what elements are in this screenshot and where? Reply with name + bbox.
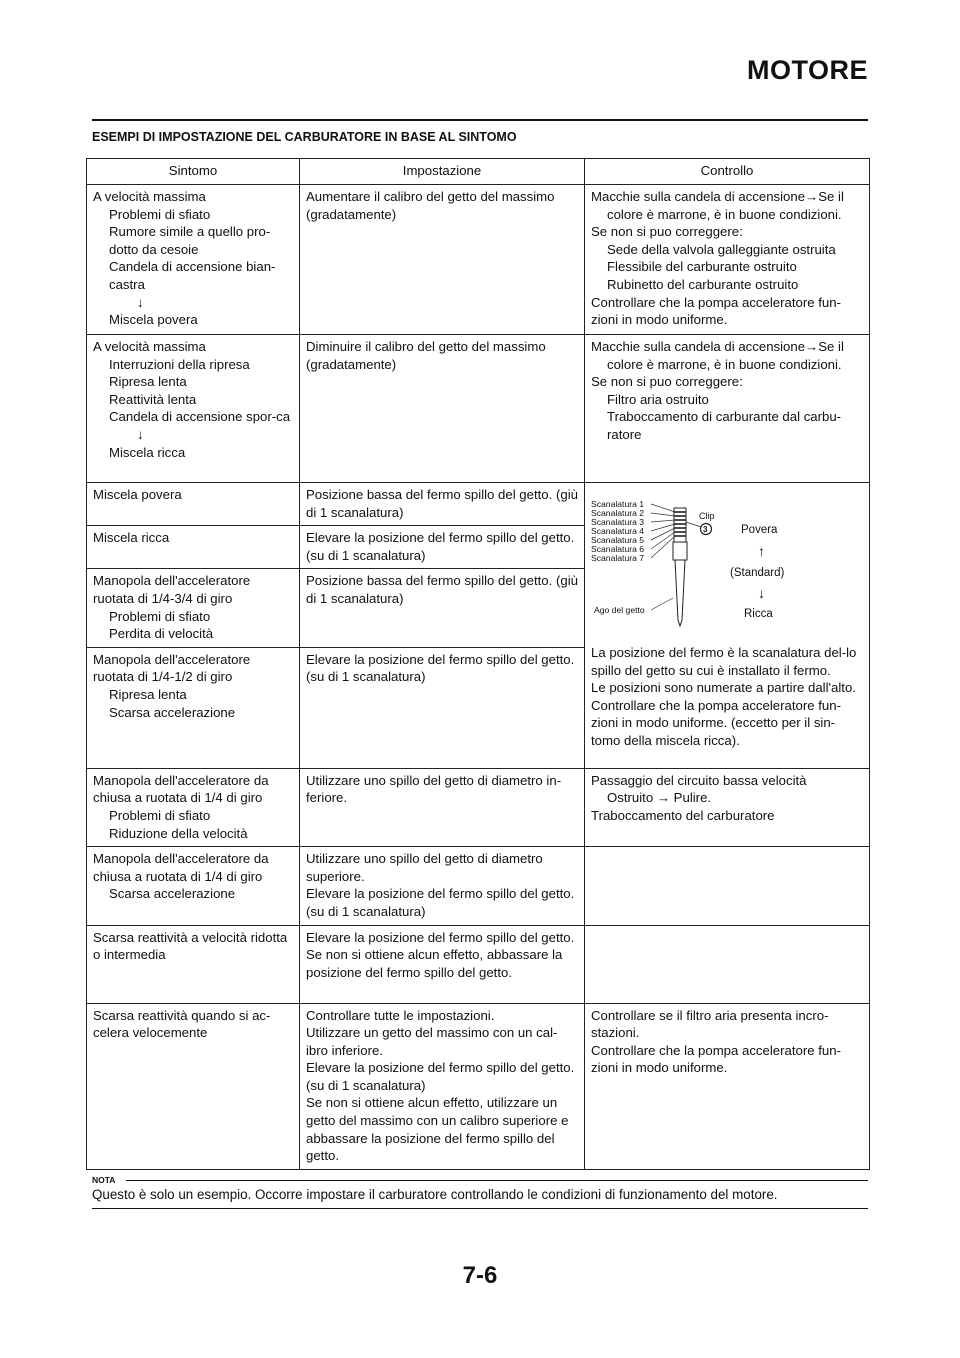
symptom-cell: A velocità massima Interruzioni della ripresa Ripresa lenta Reattività lenta Candela di accensione spor-ca ↓ Miscela ricca — [87, 335, 300, 483]
column-header-impostazione: Impostazione — [300, 159, 585, 185]
arrow-down-icon: ↓ — [758, 585, 765, 601]
note-text: Questo è solo un esempio. Occorre impostare il carburatore controllando le condizioni di funzionamento del motore. — [92, 1187, 778, 1202]
setting-cell: Diminuire il calibro del getto del massimo (gradatamente) — [300, 335, 585, 483]
table-header-row — [87, 159, 870, 185]
setting-cell: Elevare la posizione del fermo spillo del getto. (su di 1 scanalatura) — [300, 526, 585, 569]
symptom-cell: Manopola dell'acceleratore da chiusa a ruotata di 1/4 di giro Problemi di sfiato Riduzione della velocità — [87, 768, 300, 846]
groove-label: Scanalatura 2 — [591, 508, 645, 518]
needle-position-text: Controllare che la pompa acceleratore fun-zioni in modo uniforme. (eccetto per il sin-tomo della miscela ricca). — [591, 697, 841, 748]
arrow-down-icon: ↓ — [137, 426, 144, 442]
note-bottom-rule — [92, 1208, 868, 1209]
check-cell: Macchie sulla candela di accensione→Se il colore è marrone, è in buone condizioni. Se non si puo correggere: Filtro aria ostruito Traboccamento di carburante dal carbu-ratore — [585, 335, 870, 483]
page-number: 7-6 — [462, 1262, 498, 1289]
needle-position-text: Le posizioni sono numerate a partire dall'alto. — [591, 680, 856, 696]
table-row — [87, 483, 870, 526]
groove-label: Scanalatura 4 — [591, 526, 645, 536]
groove-label: Scanalatura 3 — [591, 517, 645, 527]
groove-label: Scanalatura 6 — [591, 544, 645, 554]
setting-cell: Posizione bassa del fermo spillo del getto. (giù di 1 scanalatura) — [300, 483, 585, 526]
symptom-cell: Manopola dell'acceleratore ruotata di 1/4-1/2 di giro Ripresa lenta Scarsa accelerazione — [87, 647, 300, 768]
note-label: NOTA — [92, 1175, 116, 1185]
table-row — [87, 185, 870, 335]
standard-label: (Standard) — [730, 567, 785, 579]
needle-label: Ago del getto — [594, 605, 645, 615]
symptom-cell: Scarsa reattività quando si ac-celera velocemente — [87, 1003, 300, 1169]
section-title: ESEMPI DI IMPOSTAZIONE DEL CARBURATORE IN BASE AL SINTOMO — [92, 130, 517, 144]
clip-label: Clip — [699, 511, 715, 521]
arrow-down-icon: ↓ — [137, 294, 144, 310]
setting-cell: Posizione bassa del fermo spillo del getto. (giù di 1 scanalatura) — [300, 569, 585, 647]
setting-cell: Utilizzare uno spillo del getto di diametro superiore. Elevare la posizione del fermo spillo del getto. (su di 1 scanalatura) — [300, 847, 585, 925]
table-row — [87, 335, 870, 483]
column-header-controllo: Controllo — [585, 159, 870, 185]
column-header-sintomo: Sintomo — [87, 159, 300, 185]
symptom-cell: Scarsa reattività a velocità ridotta o intermedia — [87, 925, 300, 1003]
symptom-cell: Manopola dell'acceleratore da chiusa a ruotata di 1/4 di giro Scarsa accelerazione — [87, 847, 300, 925]
arrow-up-icon: ↑ — [758, 543, 765, 559]
setting-cell: Elevare la posizione del fermo spillo del getto. Se non si ottiene alcun effetto, abbassare la posizione del fermo spillo del getto. — [300, 925, 585, 1003]
check-cell — [585, 925, 870, 1003]
check-cell: Passaggio del circuito bassa velocità Ostruito → Pulire. Traboccamento del carburatore — [585, 768, 870, 846]
header-divider — [92, 119, 868, 121]
check-cell: Controllare se il filtro aria presenta incro-stazioni. Controllare che la pompa acceleratore fun-zioni in modo uniforme. — [585, 1003, 870, 1169]
setting-cell: Controllare tutte le impostazioni. Utilizzare un getto del massimo con un cal-ibro inferiore. Elevare la posizione del fermo spillo del getto. (su di 1 scanalatura) Se non si ottiene alcun effetto, utilizzare un getto del massimo con un calibro superiore e abbassare la posizione del fermo spillo del getto. — [300, 1003, 585, 1169]
setting-cell: Utilizzare uno spillo del getto di diametro in-feriore. — [300, 768, 585, 846]
note-top-rule — [126, 1180, 868, 1181]
check-cell: Macchie sulla candela di accensione→Se il colore è marrone, è in buone condizioni. Se non si puo correggere: Sede della valvola galleggiante ostruita Flessibile del carburante ostruito Rubinetto del carburante ostruito Controllare che la pompa acceleratore fun-zioni in modo uniforme. — [585, 185, 870, 335]
rich-label: Ricca — [744, 608, 773, 620]
symptom-cell: Miscela povera — [87, 483, 300, 526]
table-row — [87, 925, 870, 1003]
groove-label: Scanalatura 5 — [591, 535, 645, 545]
needle-position-cell — [585, 483, 870, 769]
setting-cell: Elevare la posizione del fermo spillo del getto. (su di 1 scanalatura) — [300, 647, 585, 768]
lean-label: Povera — [741, 524, 778, 536]
symptom-cell: A velocità massima Problemi di sfiato Rumore simile a quello pro-dotto da cesoie Candela di accensione bian-castra ↓ Miscela povera — [87, 185, 300, 335]
check-cell — [585, 847, 870, 925]
clip-number: 3 — [703, 525, 708, 534]
needle-position-text: La posizione del fermo è la scanalatura del-lo spillo del getto su cui è installato il fermo. — [591, 645, 857, 678]
symptom-cell: Miscela ricca — [87, 526, 300, 569]
page-header-title: MOTORE — [746, 55, 868, 85]
table-row — [87, 847, 870, 925]
table-row — [87, 1003, 870, 1169]
groove-label: Scanalatura 7 — [591, 553, 645, 563]
groove-label: Scanalatura 1 — [591, 499, 645, 509]
symptom-settings-table — [86, 158, 870, 1170]
setting-cell: Aumentare il calibro del getto del massimo (gradatamente) — [300, 185, 585, 335]
symptom-cell: Manopola dell'acceleratore ruotata di 1/4-3/4 di giro Problemi di sfiato Perdita di velocità — [87, 569, 300, 647]
jet-needle-diagram — [589, 490, 865, 640]
table-row — [87, 768, 870, 846]
